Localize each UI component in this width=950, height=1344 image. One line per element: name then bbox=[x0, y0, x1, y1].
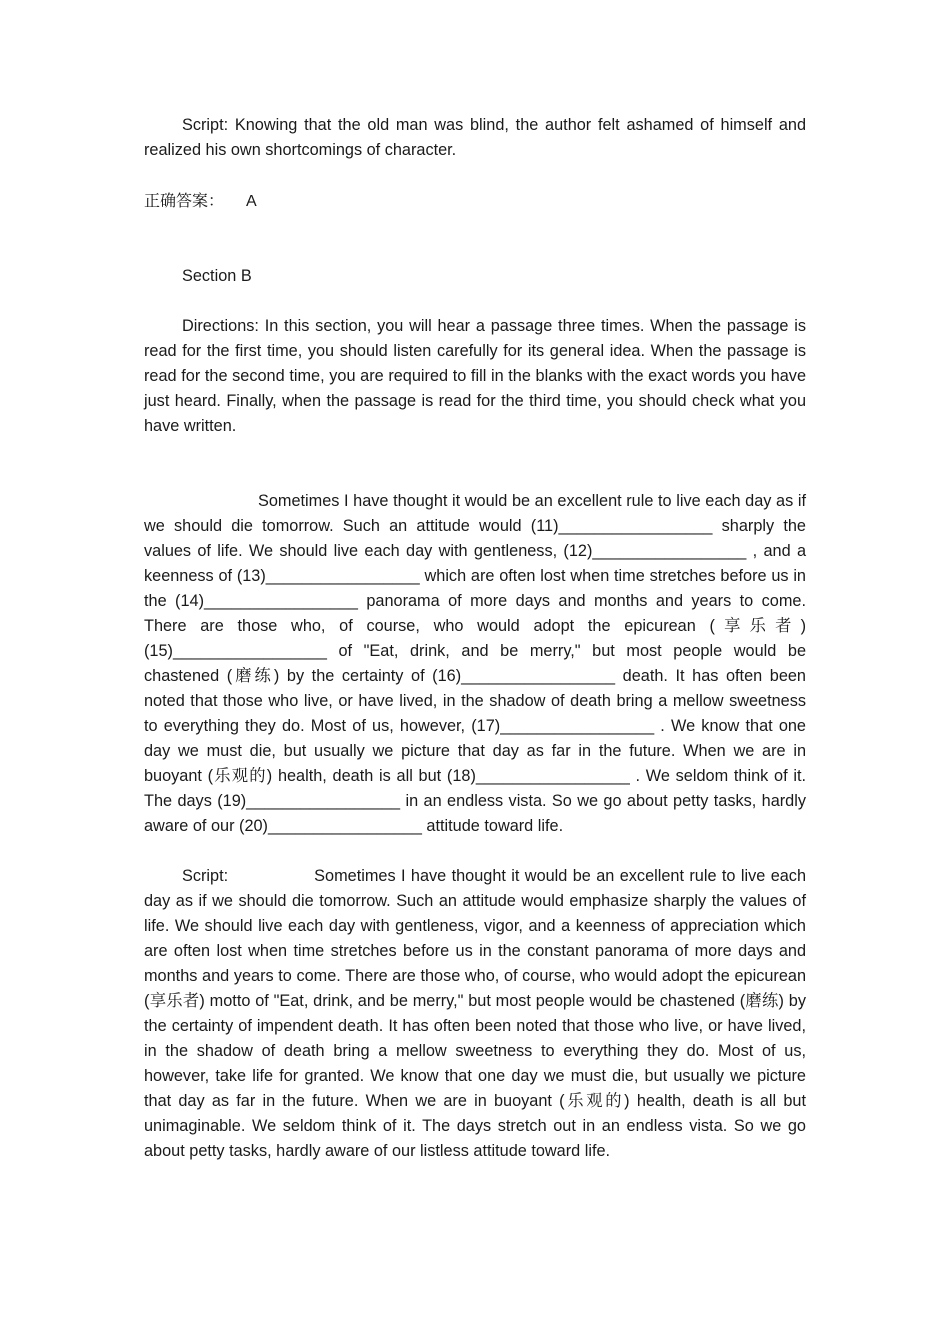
script-answer-explanation: Script: Knowing that the old man was blind, the author felt ashamed of himself and realized his own shortcomings of character. bbox=[144, 116, 806, 159]
correct-answer-label: 正确答案： bbox=[144, 191, 225, 210]
spacer bbox=[144, 214, 806, 264]
spacer bbox=[144, 439, 806, 489]
spacer bbox=[144, 163, 806, 188]
directions-paragraph: Directions: In this section, you will hear a passage three times. When the passage is read for the first time, you should listen carefully for its general idea. When the passage is read for the second time, you are required to fill in the blanks with the exact words you have just heard. Finally, when the passage is read for the third time, you should check what you have written. bbox=[144, 317, 806, 435]
document-page bbox=[144, 113, 806, 1164]
spacer bbox=[144, 839, 806, 864]
cloze-passage: Sometimes I have thought it would be an excellent rule to live each day as if we should die tomorrow. Such an attitude would (11)_________________ sharply the values of life. We should live each day with gentleness, (12)_________________ , and a keenness of (13)_________________ which are often lost when time stretches before us in the (14)_________________ panorama of more days and months and years to come. There are those who, of course, who would adopt the epicurean (享乐者) (15)_________________ of "Eat, drink, and be merry," but most people would be chastened (磨练) by the certainty of (16)_________________ death. It has often been noted that those who live, or have lived, in the shadow of death bring a mellow sweetness to everything they do. Most of us, however, (17)_________________ . We know that one day we must die, but usually we picture that day as far in the future. When we are in buoyant (乐观的) health, death is all but (18)_________________ . We seldom think of it. The days (19)_________________ in an endless vista. So we go about petty tasks, hardly aware of our (20)_________________ attitude toward life. bbox=[144, 492, 806, 835]
correct-answer bbox=[144, 188, 806, 214]
section-title: Section B bbox=[182, 267, 252, 285]
script-passage bbox=[144, 864, 806, 1164]
correct-answer-value: A bbox=[246, 193, 257, 210]
spacer bbox=[144, 289, 806, 314]
script-label: Script: bbox=[182, 867, 229, 885]
script-text: Sometimes I have thought it would be an excellent rule to live each day as if we should die tomorrow. Such an attitude would emphasize sharply the values of life. We should live each day with gentleness, vigor, and a keenness of appreciation which are often lost when time stretches before us in the constant panorama of more days and months and years to come. There are those who, of course, who would adopt the epicurean (享乐者) motto of "Eat, drink, and be merry," but most people would be chastened (磨练) by the certainty of impendent death. It has often been noted that those who live, or have lived, in the shadow of death bring a mellow sweetness to everything they do. Most of us, however, take life for granted. We know that one day we must die, but usually we picture that day as far in the future. When we are in buoyant (乐观的) health, death is all but unimaginable. We seldom think of it. The days stretch out in an endless vista. So we go about petty tasks, hardly aware of our listless attitude toward life. bbox=[144, 867, 806, 1160]
